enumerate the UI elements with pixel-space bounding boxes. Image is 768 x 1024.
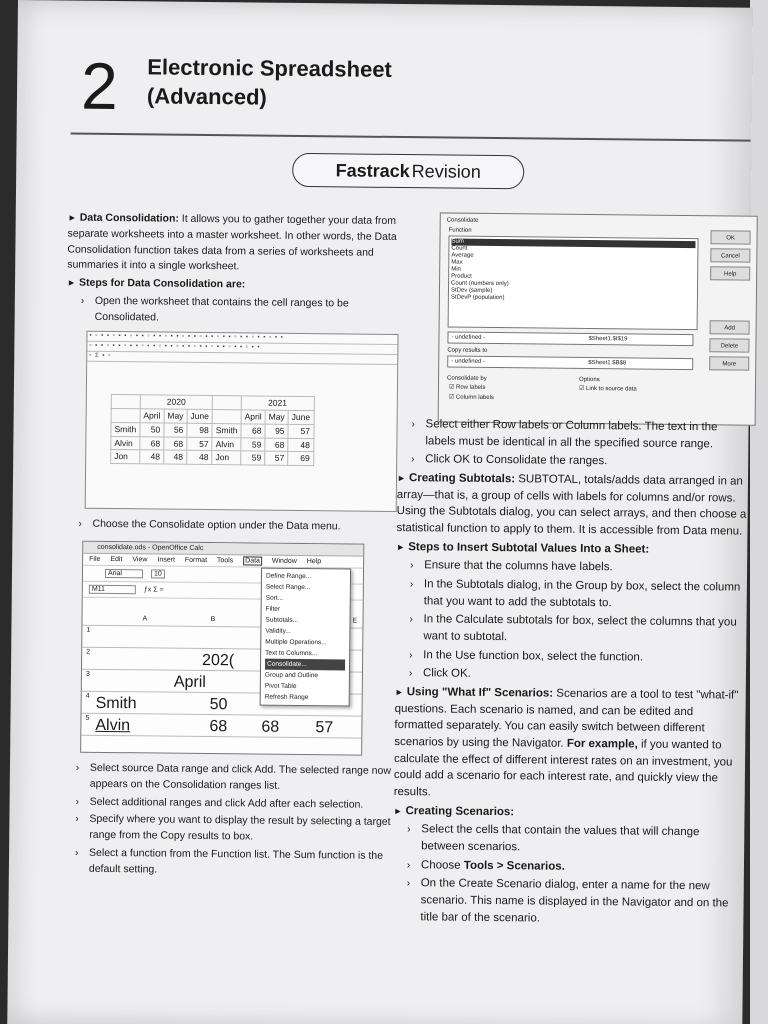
step-item — [61, 812, 401, 847]
bullet-arrow-icon: ► — [396, 541, 406, 552]
month-header: June — [288, 410, 314, 424]
paragraph-subtotals — [396, 470, 747, 540]
chapter-title-line1: Electronic Spreadsheet — [147, 54, 392, 82]
step-item: › In the Use function box, select the function. — [409, 649, 644, 664]
left-column — [61, 211, 408, 883]
menu-item[interactable]: Define Range... — [265, 572, 312, 581]
term: Steps for Data Consolidation are: — [78, 276, 246, 291]
chevron-right-icon: › — [75, 847, 79, 859]
step-text: Select either Row labels or Column labels. The text in the labels must be identical in all the specified source range. — [425, 418, 718, 450]
chevron-right-icon: › — [75, 796, 80, 808]
chevron-right-icon: › — [75, 762, 80, 774]
month-header: May — [265, 410, 288, 424]
term: Creating Scenarios: — [405, 804, 515, 819]
delete-button[interactable]: Delete — [709, 338, 749, 352]
list-item[interactable]: StDev (sample) — [450, 287, 493, 294]
figure-source-worksheet — [85, 331, 399, 512]
step-text: Specify where you want to display the result by selecting a target range from the Copy results to box. — [89, 813, 391, 843]
step-text: Choose the Consolidate option under the Data menu. — [92, 518, 341, 533]
chevron-right-icon: › — [75, 813, 79, 825]
menu-item-consolidate[interactable]: Consolidate... — [265, 659, 345, 671]
font-size-box[interactable]: 10 — [151, 569, 165, 578]
term: Data Consolidation: — [79, 211, 179, 225]
title-rule — [71, 133, 751, 142]
paragraph-data-consolidation — [67, 211, 408, 278]
more-button[interactable]: More — [709, 356, 749, 370]
menu-data[interactable]: Data — [243, 556, 262, 565]
figure-consolidate-dialog — [438, 212, 758, 425]
step-item — [62, 794, 402, 813]
copy-results-field[interactable]: - undefined - $Sheet1.$B$8 — [447, 356, 693, 371]
chevron-right-icon: › — [409, 649, 413, 661]
data-dropdown-menu — [260, 568, 351, 707]
bullet-arrow-icon: ► — [393, 805, 403, 816]
step-item — [67, 293, 407, 328]
menu-item[interactable]: Subtotals... — [265, 616, 299, 624]
paragraph-steps-heading — [396, 539, 746, 559]
bullet-arrow-icon: ► — [66, 277, 77, 288]
term: Steps to Insert Subtotal Values Into a Sheet: — [408, 540, 650, 556]
step-text: Select source Data range and click Add. The selected range now appears on the Consolidation ranges list. — [89, 761, 392, 792]
month-header: April — [140, 409, 164, 423]
menu-help[interactable]: Help — [306, 558, 322, 566]
step-item: › On the Create Scenario dialog, enter a name for the new scenario. This name is displayed in the Navigator and on the title bar of the scenario. — [406, 877, 729, 925]
window-title: consolidate.ods - OpenOffice Calc — [83, 542, 363, 557]
row-labels-checkbox[interactable]: ☑ Row labels — [448, 384, 486, 391]
menu-item[interactable]: Select Range... — [265, 583, 311, 592]
add-button[interactable]: Add — [710, 320, 750, 334]
list-item[interactable]: Product — [451, 273, 472, 280]
year-header: 2021 — [241, 396, 314, 411]
step-item — [64, 517, 404, 536]
step-item: › Click OK. — [408, 667, 471, 681]
chapter-number: 2 — [80, 48, 119, 124]
term: Creating Subtotals: — [408, 472, 516, 486]
month-header: April — [241, 410, 265, 424]
ok-button[interactable]: OK — [710, 230, 750, 244]
toolbar-strip: ▫ ▪ ▪ ▫ ▪ ▪ ▫ ▪ ▪ ▫ ▪ ▪ ▫ ▪ ▪ ▫ ▪ ▪ ▫ ▪ ▪ ▫ ▪ ▪ ▫ ▪ ▪ ▫ ▪ ▪ — [87, 342, 397, 355]
help-button[interactable]: Help — [710, 266, 750, 280]
list-item[interactable]: StDevP (population) — [450, 294, 505, 302]
paragraph-text: Scenarios are a tool to test "what-if" questions. Each scenario is named, and can be edited and formatted separately. You can easily switch between different scenarios by using the Navigator. — [394, 687, 739, 750]
menu-item[interactable]: Refresh Range — [264, 693, 309, 702]
chevron-right-icon: › — [410, 560, 414, 572]
paragraph-text: if you wanted to calculate the effect of different interest rates on an investment, you could add a scenario for each interest rate, and quickly view the results. — [393, 738, 733, 799]
step-text: Open the worksheet that contains the cell ranges to be Consolidated. — [94, 294, 349, 323]
formula-bar: M11 ƒx Σ = — [83, 582, 363, 601]
font-name-box[interactable]: Arial — [105, 569, 143, 578]
function-list[interactable] — [448, 236, 699, 331]
sheet-row: 3 April — [82, 670, 364, 695]
step-text: Select additional ranges and click Add after each selection. — [89, 795, 364, 811]
menu-edit[interactable]: Edit — [110, 555, 123, 564]
step-text: Click OK to Consolidate the ranges. — [425, 453, 608, 468]
sheet-row: 2 202( — [82, 648, 364, 673]
chevron-right-icon: › — [406, 878, 411, 890]
chevron-right-icon: › — [407, 824, 411, 836]
cancel-button[interactable]: Cancel — [710, 248, 750, 262]
chevron-right-icon: › — [409, 614, 413, 626]
menu-item[interactable]: Pivot Table — [264, 682, 297, 690]
menu-insert[interactable]: Insert — [157, 556, 175, 564]
list-item[interactable]: Count (numbers only) — [451, 280, 509, 288]
month-header: June — [187, 409, 213, 423]
year-header: 2020 — [140, 395, 213, 410]
menu-item[interactable]: Validity... — [265, 627, 291, 635]
dialog-buttons — [709, 230, 751, 374]
menu-tools[interactable]: Tools — [216, 557, 234, 565]
list-item[interactable]: Min — [451, 266, 461, 273]
list-item[interactable]: Count — [451, 245, 468, 252]
revision-badge — [292, 153, 524, 189]
step-item — [62, 761, 402, 796]
toolbar-strip: ▪ ▫ ▪ ▪ ▫ ▪ ▪ ▫ ▪ ▪ ▫ ▪ ▪ ▫ ▪ ▪ ▫ ▪ ▪ ▫ ▪ ▪ ▫ ▪ ▪ ▫ ▪ ▪ ▫ ▪ ▪ ▫ ▪ ▪ — [87, 332, 397, 345]
source-data-grid — [110, 394, 361, 466]
sheet-row: 1 — [82, 626, 364, 651]
chevron-right-icon: › — [411, 419, 415, 431]
paragraph-creating-scenarios — [393, 803, 743, 823]
menu-view[interactable]: View — [132, 556, 148, 564]
paragraph-steps-heading — [67, 276, 407, 295]
step-item: › In the Calculate subtotals for box, select the columns that you want to subtotal. — [409, 613, 737, 644]
badge-label: Revision — [411, 160, 481, 182]
table-row: Jon 48 48 48 Jon 59 57 69 — [111, 450, 314, 466]
consolidate-by-label: Consolidate by — [447, 375, 487, 382]
bullet-arrow-icon: ► — [67, 212, 77, 223]
list-item[interactable]: Sum — [451, 239, 695, 249]
dialog-title: Consolidate — [446, 217, 479, 224]
column-headers: A B E — [82, 614, 364, 629]
figure-openoffice-data-menu — [80, 541, 364, 756]
badge-brand: Fastrack — [335, 159, 410, 181]
sheet-row: 5 Alvin 68 68 57 — [81, 714, 363, 739]
menu-item[interactable]: Sort... — [265, 594, 284, 602]
right-column — [392, 416, 747, 931]
copy-results-label: Copy results to — [447, 347, 488, 354]
options-label: Options — [579, 376, 600, 384]
menu-file[interactable]: File — [89, 555, 101, 563]
sheet-row: 4 Smith 50 — [82, 692, 364, 717]
table-row: Smith 50 56 98 Smith 68 95 57 — [111, 422, 314, 438]
formula-bar: ▫ Σ ▪ ▫ — [87, 352, 397, 365]
menu-format[interactable]: Format — [184, 556, 208, 565]
term: Using "What If" Scenarios: — [406, 686, 554, 700]
chevron-right-icon: › — [78, 518, 82, 530]
chevron-right-icon: › — [406, 859, 411, 871]
menu-item[interactable]: Filter — [265, 605, 281, 613]
menu-item[interactable]: Multiple Operations... — [265, 638, 327, 647]
step-item: › Ensure that the columns have labels. — [410, 559, 613, 574]
step-item: › In the Subtotals dialog, in the Group by box, select the column that you want to add the subtotals to. — [409, 578, 741, 609]
step-text: Select a function from the Function list. The Sum function is the default setting. — [88, 846, 384, 876]
link-source-checkbox[interactable]: ☑ Link to source data — [578, 385, 637, 393]
table-row: Alvin 68 68 57 Alvin 59 68 48 — [111, 436, 314, 452]
step-item: › Choose Tools > Scenarios. — [406, 859, 565, 873]
chevron-right-icon: › — [80, 295, 85, 307]
step-item — [61, 845, 401, 880]
step-item — [397, 416, 747, 453]
cell-reference[interactable]: M11 — [89, 585, 136, 594]
step-item — [397, 451, 747, 471]
chevron-right-icon: › — [408, 668, 413, 680]
step-item: › Select the cells that contain the values that will change between scenarios. — [407, 823, 700, 854]
column-labels-checkbox[interactable]: ☑ Column labels — [448, 394, 494, 402]
chapter-title-line2: (Advanced) — [146, 82, 267, 110]
function-label: Function — [448, 227, 472, 234]
source-table — [110, 394, 314, 466]
source-range-field[interactable]: - undefined - $Sheet1.$I$19 — [447, 332, 693, 347]
bullet-arrow-icon: ► — [394, 687, 404, 698]
menu-item[interactable]: Text to Columns... — [265, 649, 318, 658]
adjacent-page-edge — [750, 0, 768, 1024]
chapter-title — [147, 53, 392, 113]
paragraph-text: SUBTOTAL, totals/adds data arranged in an array—that is, a group of cells with labels for columns and/or rows. Using the Subtotals dialog, you can select arrays, and then choose a statistical function to apply to them. It is accessible from Data menu. — [396, 473, 747, 538]
chevron-right-icon: › — [411, 454, 415, 466]
paragraph-text: It allows you to gather together your data from separate worksheets into a master worksheet. In other words, the Data Consolidation function takes data from a series of worksheets and summaries it into a single worksheet. — [67, 212, 397, 273]
menu-window[interactable]: Window — [271, 557, 297, 565]
example-label: For example, — [566, 737, 638, 751]
bullet-arrow-icon: ► — [396, 473, 406, 484]
menu-item[interactable]: Group and Outline — [264, 671, 319, 680]
list-item[interactable]: Max — [451, 259, 463, 266]
month-header: May — [164, 409, 187, 423]
list-item[interactable]: Average — [451, 252, 474, 259]
paragraph-what-if — [394, 684, 745, 804]
chevron-right-icon: › — [409, 579, 414, 591]
book-page — [7, 0, 753, 1024]
